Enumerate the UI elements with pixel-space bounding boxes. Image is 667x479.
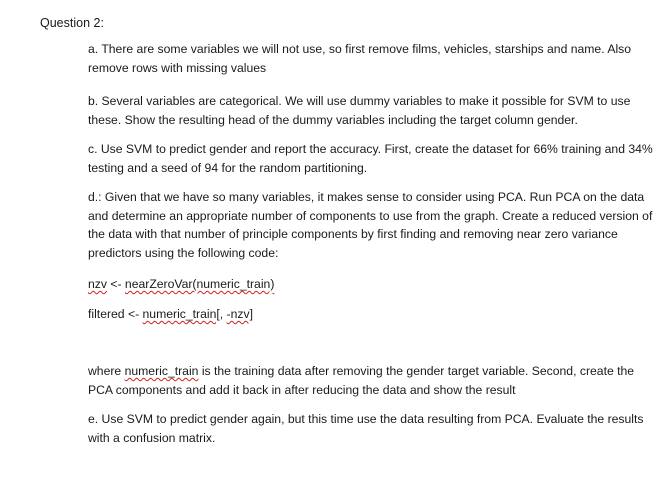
code-nzv-func: nearZeroVar(numeric_train) — [124, 277, 275, 291]
item-e: e. Use SVM to predict gender again, but this time use the data resulting from PCA. Evaluate the results with a confusion matrix. — [88, 412, 644, 445]
item-d-continued — [88, 362, 654, 399]
code-nzv-var: nzv — [88, 277, 107, 291]
d2-after: is the training data after removing the gender target variable. Second, create the PCA components and add it back in after reducing the data and show the result — [88, 364, 635, 397]
d2-term: numeric_train — [124, 364, 199, 378]
question-heading: Question 2: — [40, 16, 104, 30]
code-line-filtered — [88, 305, 253, 323]
item-a: a. There are some variables we will not use, so first remove films, vehicles, starships and name. Also remove rows with missing values — [88, 42, 632, 75]
code-filtered-expr1: numeric_train[ — [142, 307, 220, 321]
code-filtered-sep: , — [219, 307, 227, 321]
code-filtered-prefix: filtered <- — [88, 307, 143, 321]
item-c: c. Use SVM to predict gender and report the accuracy. First, create the dataset for 66% training and 34% testing and a seed of 94 for the random partitioning. — [88, 142, 653, 175]
item-b: b. Several variables are categorical. We will use dummy variables to make it possible for SVM to use these. Show the resulting head of the dummy variables including the target column gender. — [88, 94, 631, 127]
item-d: d.: Given that we have so many variables, it makes sense to consider using PCA. Run PCA on the data and determine an appropriate number of components to use from the graph. Create a reduced version of the data with that number of principle components by first finding and removing near zero variance predictors using the following code: — [88, 190, 653, 260]
d2-before: where — [88, 364, 125, 378]
code-filtered-expr2: -nzv] — [226, 307, 253, 321]
code-assign-op: <- — [106, 277, 125, 291]
code-line-nzv — [88, 275, 274, 293]
